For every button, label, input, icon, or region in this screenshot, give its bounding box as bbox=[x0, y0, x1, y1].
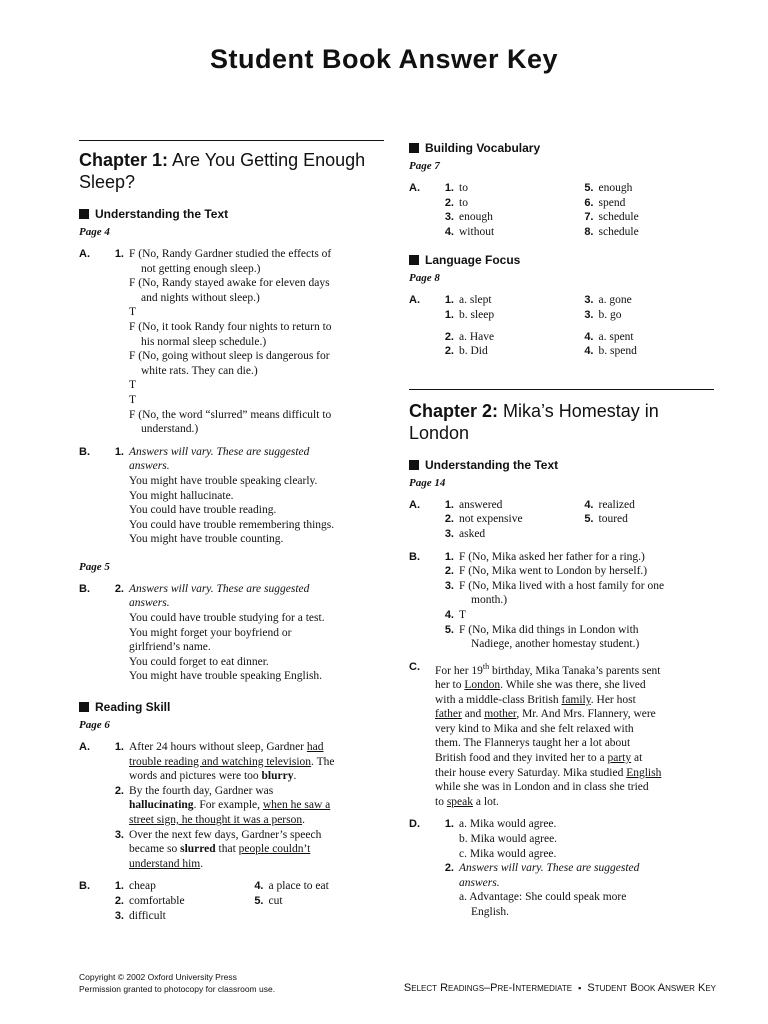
answer-line: F (No, going without sleep is dangerous for bbox=[129, 350, 330, 363]
reading-a: A. 1. After 24 hours without sleep, Gardner had trouble reading and watching television. The words and pictures were too blurry. 2. By the fourth day, Gardner was hallucinating. For example, when he saw a street sign, he thought it was a person. 3. Over the next few days, Gardner’s speech became so slurred that people couldn’t understand him. bbox=[79, 741, 335, 870]
list-item: 5. cut bbox=[254, 894, 283, 907]
answer-line: You might hallucinate. bbox=[129, 489, 234, 502]
list-item: 2. not expensive bbox=[444, 513, 523, 526]
chapter-2-heading bbox=[409, 400, 714, 444]
answer-line: F (No, Randy stayed awake for eleven days bbox=[129, 277, 330, 290]
book-footer: Select Readings–Pre-Intermediate ▪ Student Book Answer Key bbox=[403, 982, 716, 994]
answer-line: You might have trouble counting. bbox=[129, 533, 284, 546]
answer-line: F (No, Randy Gardner studied the effects of bbox=[129, 248, 332, 260]
list-item: 3. asked bbox=[444, 527, 486, 540]
list-item: 3. a. gone bbox=[584, 294, 632, 307]
list-item: 4. realized bbox=[584, 498, 635, 511]
list-item: 3. b. go bbox=[584, 308, 622, 321]
copyright-footer: Copyright © 2002 Oxford University Press Permission granted to photocopy for classroom use. bbox=[79, 972, 276, 994]
section-heading-language: Language Focus bbox=[409, 253, 714, 267]
list-item: 1. a. slept bbox=[444, 294, 492, 307]
answer-line: You could have trouble remembering things. bbox=[129, 518, 335, 531]
left-column bbox=[79, 140, 384, 931]
answer-line: T bbox=[129, 306, 137, 319]
list-item: 4. T bbox=[444, 608, 467, 621]
list-item: 1. F (No, Mika asked her father for a ring.) bbox=[444, 550, 645, 563]
chapter-1-label: Chapter 1: bbox=[79, 150, 169, 170]
square-bullet-icon bbox=[409, 143, 419, 153]
chapter-1-heading bbox=[79, 149, 384, 193]
right-column bbox=[409, 141, 714, 928]
list-item: 7. schedule bbox=[584, 211, 639, 224]
answer-line: girlfriend’s name. bbox=[129, 641, 211, 654]
page-title: Student Book Answer Key bbox=[209, 44, 559, 74]
list-item: 3. F (No, Mika lived with a host family for one month.) bbox=[444, 579, 665, 607]
answer-line: b. Mika would agree. bbox=[459, 833, 558, 846]
page-ref: Page 6 bbox=[79, 719, 110, 732]
answer-line: and nights without sleep.) bbox=[141, 291, 260, 304]
list-item: 5. toured bbox=[584, 513, 628, 526]
answer-b1: B. 1. Answers will vary. These are suggested answers. You might have trouble speaking clearly. You might hallucinate. You could have trouble reading. You could have trouble remembering things. You might have trouble counting. bbox=[79, 445, 384, 547]
answer-line: not getting enough sleep.) bbox=[141, 262, 261, 275]
answer-b2: B. 2. Answers will vary. These are suggested answers. You could have trouble studying for a test. You might forget your boyfriend or girlfriend’s name. You could forget to eat dinner. You might have trouble speaking English. bbox=[79, 582, 384, 684]
answer-line: white rats. They can die.) bbox=[141, 364, 258, 377]
answer-line: c. Mika would agree. bbox=[459, 847, 557, 860]
language-a: A. 1. a. slept 1. b. sleep 3. a. gone 3. b. go 2. a. Have 2. b. Did 4. a. spent 4. b. spend bbox=[409, 293, 714, 358]
chapter-rule bbox=[79, 140, 384, 141]
list-item: 2. a. Have bbox=[444, 330, 495, 343]
section-heading-reading: Reading Skill bbox=[79, 700, 384, 714]
list-item: 8. schedule bbox=[584, 225, 639, 238]
chapter-rule bbox=[409, 389, 714, 390]
reading-b: B. 1. cheap 2. comfortable 3. difficult 4. a place to eat 5. cut bbox=[79, 879, 384, 923]
chapter-1-title: Are You Getting Enough Sleep? bbox=[79, 150, 366, 192]
answer-line: You might have trouble speaking English. bbox=[129, 670, 323, 683]
vocab-a: A. 1. to 2. to 3. enough 4. without 5. enough 6. spend 7. schedule 8. schedule bbox=[409, 181, 714, 239]
list-item: 5. enough bbox=[584, 182, 633, 194]
list-item: 4. without bbox=[444, 225, 495, 238]
answer-line: F (No, it took Randy four nights to return to bbox=[129, 320, 332, 333]
answer-line: understand.) bbox=[141, 423, 199, 436]
list-item: 1. to bbox=[444, 182, 468, 194]
answer-line: You might have trouble speaking clearly. bbox=[129, 474, 318, 487]
square-bullet-icon bbox=[409, 255, 419, 265]
square-bullet-icon bbox=[409, 460, 419, 470]
ch2-answer-d: D. 1. a. Mika would agree. b. Mika would agree. c. Mika would agree. 2. Answers will vary. These are suggested answers. a. Advantage: She could speak more English. bbox=[409, 817, 714, 919]
list-item: 2. comfortable bbox=[114, 894, 185, 907]
answer-line: F (No, the word “slurred” means difficult to bbox=[129, 408, 332, 421]
list-item: 2. b. Did bbox=[444, 345, 488, 358]
list-item: 1. b. sleep bbox=[444, 308, 495, 321]
list-item: 2. F (No, Mika went to London by herself.) bbox=[444, 565, 648, 578]
square-bullet-icon bbox=[79, 209, 89, 219]
list-item: 4. b. spend bbox=[584, 345, 637, 358]
chapter-2-title: Mika’s Homestay in London bbox=[409, 400, 659, 443]
list-item: 1. cheap bbox=[114, 880, 156, 893]
page-ref: Page 8 bbox=[409, 272, 440, 285]
section-heading-understanding: Understanding the Text bbox=[79, 207, 384, 221]
list-item: 1. answered bbox=[444, 498, 503, 511]
list-item: 4. a. spent bbox=[584, 330, 634, 343]
section-heading-vocabulary: Building Vocabulary bbox=[409, 141, 714, 155]
answer-line: T bbox=[129, 379, 137, 392]
chapter-2-label: Chapter 2: bbox=[409, 400, 499, 421]
answer-line: his normal sleep schedule.) bbox=[141, 335, 267, 348]
page-ref: Page 5 bbox=[79, 560, 110, 573]
square-bullet-icon: ▪ bbox=[578, 983, 582, 993]
page-ref: Page 14 bbox=[409, 476, 446, 489]
answer-line: You might forget your boyfriend or bbox=[129, 626, 292, 639]
page-ref: Page 7 bbox=[409, 160, 440, 172]
answer-line: You could forget to eat dinner. bbox=[129, 655, 269, 668]
answer-line: T bbox=[129, 393, 137, 406]
ch2-answer-a: A. 1. answered 2. not expensive 3. asked 4. realized 5. toured bbox=[409, 498, 714, 542]
answer-line: You could have trouble reading. bbox=[129, 504, 277, 517]
list-item: 3. difficult bbox=[114, 909, 166, 922]
list-item: 4. a place to eat bbox=[254, 880, 329, 893]
answer-a-lines bbox=[129, 247, 384, 437]
ch2-answer-b: B. 1. F (No, Mika asked her father for a ring.) 2. F (No, Mika went to London by herself.) 3. F (No, Mika lived with a host family for one month.) 4. T 5. F (No, Mika did things in London with Nadiege, another homestay student.) bbox=[409, 550, 714, 652]
list-item: 3. enough bbox=[444, 211, 493, 224]
list-item: 5. F (No, Mika did things in London with Nadiege, another homestay student.) bbox=[444, 623, 640, 651]
square-bullet-icon bbox=[79, 702, 89, 712]
list-item: 2. to bbox=[444, 196, 468, 209]
page-ref: Page 4 bbox=[79, 226, 110, 238]
answer-a: A. 1. F (No, Randy Gardner studied the effects of not getting enough sleep.) F (No, Randy stayed awake for eleven days and nights without sleep.) T F (No, it took Randy four nights to return to his normal sleep schedule.) F (No, going without sleep is dangerous for white rats. They can die.) T T F (No, the word “slurred” means difficult to understand.) bbox=[79, 247, 384, 437]
ch2-answer-c: C. For her 19th birthday, Mika Tanaka’s parents sent her to London. While she was there, she lived with a middle-class British family. Her host father and mother, Mr. And Mrs. Flannery, were very kind to Mika and she felt relaxed with them. The Flannerys taught her a lot about British food and they invited her to a party at their house every Saturday. Mika studied English while she was in London and in class she tried to speak a lot. bbox=[409, 660, 662, 808]
answer-line: a. Mika would agree. bbox=[459, 818, 557, 831]
answer-line: You could have trouble studying for a test. bbox=[129, 612, 325, 625]
list-item: 6. spend bbox=[584, 196, 626, 209]
section-heading-understanding: Understanding the Text bbox=[409, 458, 714, 472]
